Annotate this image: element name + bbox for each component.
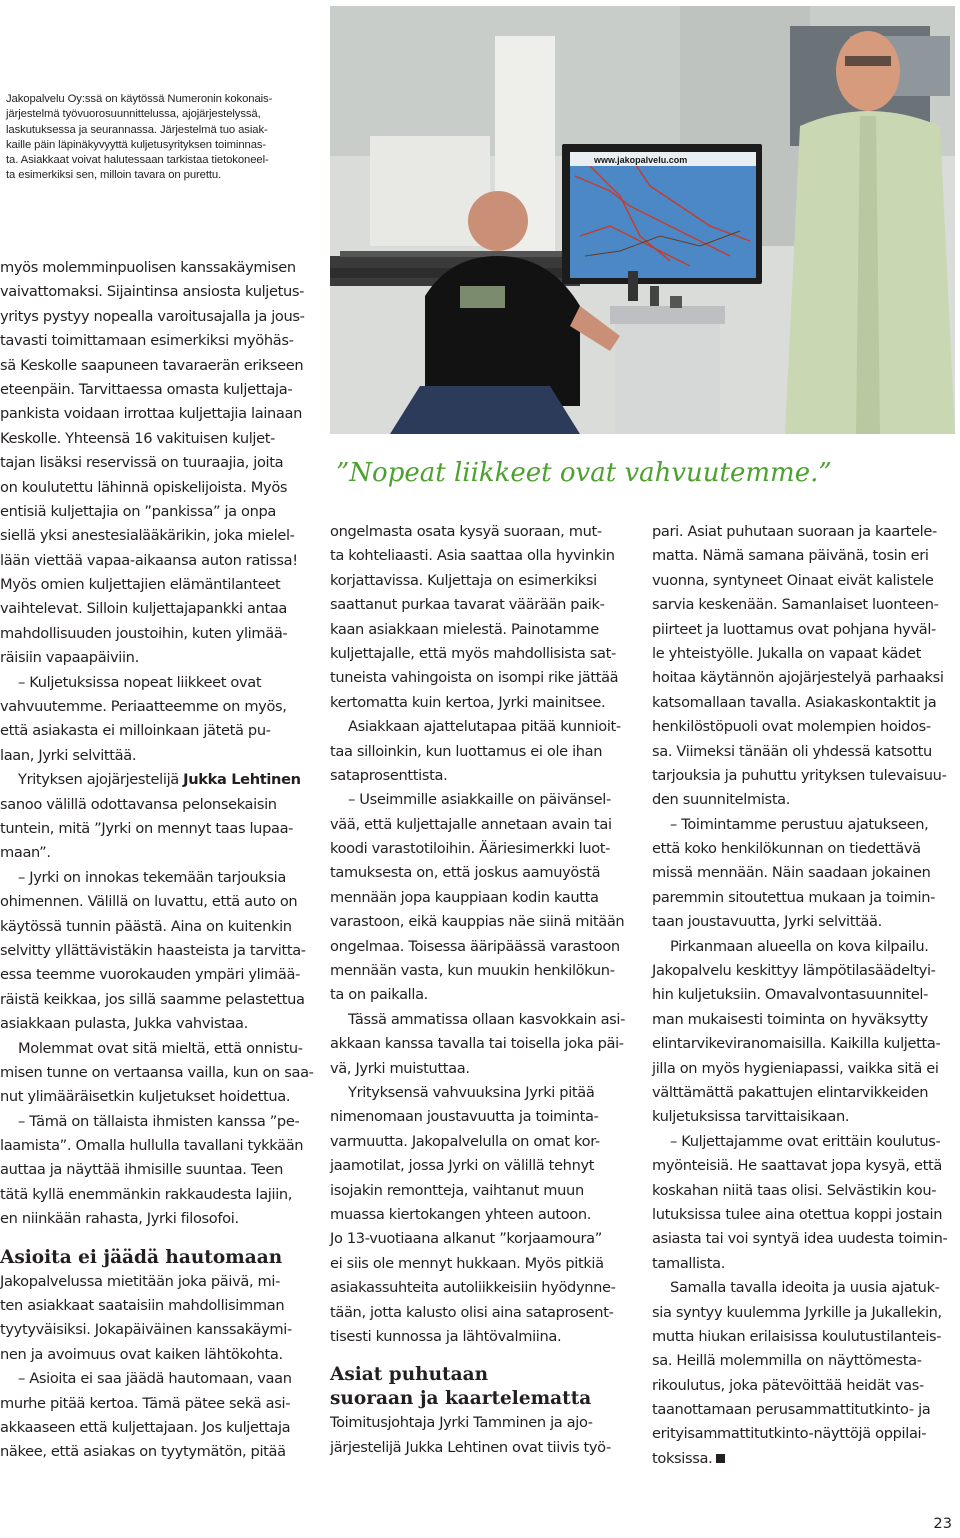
text-run: tisesti kunnossa ja lähtövalmiina. (330, 1327, 562, 1345)
text-line (330, 1436, 640, 1460)
text-line (0, 963, 318, 987)
text-line (652, 959, 952, 983)
text-run: Jakopalvelu keskittyy lämpötilasäädeltyi- (652, 962, 936, 980)
text-run: Yrityksensä vahvuuksina Jyrki pitää (348, 1083, 595, 1101)
text-line (652, 935, 952, 959)
text-line (0, 841, 318, 865)
text-run: asiakkaan pulasta, Jukka vahvistaa. (0, 1015, 248, 1033)
text-line (652, 1301, 952, 1325)
text-line (0, 1061, 318, 1085)
text-line (652, 593, 952, 617)
text-run: Keskolle. Yhteensä 16 vakituisen kuljet- (0, 429, 276, 447)
text-line (330, 1179, 640, 1203)
text-run: hoitaa käytännön ajojärjestelyä parhaaksi (652, 669, 944, 687)
text-run: akkaan kanssa tavalla tai toisella joka päi- (330, 1035, 624, 1053)
text-line (330, 691, 640, 715)
text-line (0, 1134, 318, 1158)
text-line (330, 886, 640, 910)
bold-name: Jukka Lehtinen (183, 771, 301, 789)
text-line (0, 1207, 318, 1231)
text-line (330, 1057, 640, 1081)
text-line (652, 740, 952, 764)
text-run: nut ylimääräisetkin kuljetukset hoidettua. (0, 1088, 291, 1106)
text-line (652, 1325, 952, 1349)
text-line (652, 618, 952, 642)
text-run: ei siis ole mennyt hukkaan. Myös pitkiä (330, 1254, 604, 1272)
text-run: auttaa ja näyttää ihmisille suuntaa. Teen (0, 1161, 284, 1179)
text-run: sataprosenttista. (330, 766, 448, 784)
text-line (330, 1276, 640, 1300)
text-run: Tässä ammatissa ollaan kasvokkain asi- (348, 1010, 626, 1028)
text-line (330, 983, 640, 1007)
text-run: tyytyväisiksi. Jokapäiväinen kanssakäymi- (0, 1321, 292, 1339)
text-line (0, 817, 318, 841)
text-run: tarjouksia ja puhuttu yrityksen tulevaisuu- (652, 766, 947, 784)
text-run: käytössä tunnin päästä. Aina on kuitenkin (0, 917, 292, 935)
text-run: tuneista vahingoista on isompi rike jättää (330, 669, 619, 687)
text-run: murhe pitää kertoa. Tämä pätee sekä asi- (0, 1394, 291, 1412)
text-run: on koulutettu lähinnä opiskelijoista. Myös (0, 478, 288, 496)
text-line (0, 378, 318, 402)
text-line (0, 500, 318, 524)
text-line (0, 939, 318, 963)
text-run: – Tämä on tällaista ihmisten kanssa ”pe- (18, 1112, 300, 1130)
text-line (330, 1203, 640, 1227)
text-line (652, 1057, 952, 1081)
text-run: ongelmasta osata kysyä suoraan, mut- (330, 523, 602, 540)
text-run: kertomatta kuin kertoa, Jyrki mainitsee. (330, 693, 606, 711)
text-run: maan”. (0, 844, 51, 862)
text-run: räistä keikkaa, jos sillä saamme pelastettua (0, 990, 305, 1008)
text-run: saattanut purkaa tavarat väärään paik- (330, 596, 605, 614)
text-run: kaan asiakkaan mielestä. Painotamme (330, 620, 599, 638)
text-line (330, 959, 640, 983)
text-run: pankista voidaan irrottaa kuljettajia lainaan (0, 405, 303, 423)
text-run: välttämättä pakattujen elintarvikkeiden (652, 1083, 929, 1101)
text-line (0, 573, 318, 597)
text-line (330, 1105, 640, 1129)
text-line (0, 1367, 318, 1391)
text-run: en niinkään rahasta, Jyrki filosofoi. (0, 1210, 239, 1228)
text-line (652, 520, 952, 544)
text-line (0, 719, 318, 743)
text-line (652, 983, 952, 1007)
text-line (652, 691, 952, 715)
text-line (652, 1374, 952, 1398)
section-heading: Asioita ei jäädä hautomaan (0, 1246, 283, 1268)
text-line (652, 715, 952, 739)
text-run: missä mennään. Näin saadaan jokainen (652, 864, 931, 882)
text-run: erityisammattitutkinto-näyttöjä oppilai- (652, 1425, 927, 1443)
text-run: lutuksissa tulee aina otettua koppi jostain (652, 1205, 943, 1223)
caption-line: laskutuksessa ja seurannassa. Järjestelmä tuo asiak- (6, 123, 268, 136)
text-line (652, 1032, 952, 1056)
section-spacer (0, 1232, 318, 1246)
text-line (0, 256, 318, 280)
text-run: tajan lisäksi reservissä on tuuraajia, joita (0, 454, 284, 472)
text-run: taanottamaan perusammattitutkinto- ja (652, 1401, 931, 1419)
section-spacer (330, 1349, 640, 1363)
text-line (0, 402, 318, 426)
text-line (330, 813, 640, 837)
text-line (652, 1130, 952, 1154)
text-run: korjattavissa. Kuljettaja on esimerkiksi (330, 571, 597, 589)
text-run: että koko henkilökunnan on tiedettävä (652, 840, 921, 858)
text-run: vahvuutemme. Periaatteemme on myös, (0, 698, 287, 716)
text-line (0, 280, 318, 304)
monitor-map (562, 144, 762, 284)
text-line (330, 642, 640, 666)
text-run: Pirkanmaan alueella on kova kilpailu. (670, 937, 929, 955)
text-line (0, 354, 318, 378)
text-run: asiasta tai voi syntyä idea uudesta toimin- (652, 1230, 948, 1248)
caption-line: järjestelmä työvuorosuunnittelussa, ajojärjestelyssä, (6, 108, 261, 121)
text-line (330, 593, 640, 617)
text-line (0, 988, 318, 1012)
text-line (652, 886, 952, 910)
text-line (0, 1270, 318, 1294)
text-line (0, 1440, 318, 1464)
section-heading: Asiat puhutaan (330, 1364, 489, 1386)
text-run: myös molemminpuolisen kanssakäymisen (0, 259, 296, 276)
text-line (0, 744, 318, 768)
text-line (0, 1343, 318, 1367)
text-line (652, 1105, 952, 1129)
text-run: akkaaseen että kuljettajaan. Jos kuljettaja (0, 1418, 291, 1436)
text-line (0, 427, 318, 451)
text-run: varastoon, eikä kauppias näe siinä mitään (330, 913, 625, 931)
text-line (330, 520, 640, 544)
caption-line: ta esimerkiksi sen, milloin tavara on purettu. (6, 169, 222, 182)
monitor-url-text: www.jakopalvelu.com (594, 155, 688, 165)
text-line (330, 1301, 640, 1325)
text-run: mutta hiukan erilaisissa koulutustilanteis- (652, 1327, 942, 1345)
text-line (330, 764, 640, 788)
text-run: – Toimintamme perustuu ajatukseen, (670, 815, 929, 833)
text-run: sä Keskolle saapuneen tavaraerän erikseen (0, 356, 304, 374)
text-run: rikoulutus, joka pätevöittää heidät vas- (652, 1376, 924, 1394)
caption-line: Jakopalvelu Oy:ssä on käytössä Numeronin kokonais- (6, 93, 273, 105)
text-line (330, 740, 640, 764)
text-line (0, 671, 318, 695)
text-run: ta kohteliaasti. Asia saattaa olla hyvinkin (330, 547, 615, 565)
text-run: – Jyrki on innokas tekemään tarjouksia (18, 868, 286, 886)
text-line (330, 1154, 640, 1178)
text-run: pari. Asiat puhutaan suoraan ja kaartele- (652, 523, 937, 540)
text-run: hin kuljetuksiin. Omavalvontasuunnitel- (652, 986, 928, 1004)
text-line (652, 1447, 952, 1471)
text-run: järjestelijä Jukka Lehtinen ovat tiivis työ- (330, 1438, 611, 1456)
text-line (0, 1110, 318, 1134)
text-run: Jakopalvelussa mietitään joka päivä, mi- (0, 1272, 281, 1290)
text-line (0, 1416, 318, 1440)
text-run: man mukaisesti toiminta on hyväksytty (652, 1010, 928, 1028)
text-run: vä, Jyrki muistuttaa. (330, 1059, 470, 1077)
text-line (330, 1252, 640, 1276)
text-run: ten asiakkaat saataisiin mahdollisimman (0, 1297, 285, 1315)
text-run: – Kuljettajamme ovat erittäin koulutus- (670, 1132, 941, 1150)
text-line (0, 305, 318, 329)
text-line (652, 1398, 952, 1422)
photo-caption (6, 92, 320, 184)
text-run: koskahan niitä taas olisi. Selvästikin kou- (652, 1181, 937, 1199)
text-run: den suunnitelmista. (652, 791, 791, 809)
text-run: asiakassuhteita autoliikkeisiin hyödynne- (330, 1279, 616, 1297)
text-line (330, 837, 640, 861)
article-column-1 (0, 256, 318, 1465)
section-heading: suoraan ja kaartelematta (330, 1388, 592, 1410)
text-run: selvitty yllättävistäkin haasteista ja tarvitta- (0, 941, 306, 959)
text-run: – Asioita ei saa jäädä hautomaan, vaan (18, 1370, 292, 1388)
text-run: nen ja avoimuus ovat kaiken lähtökohta. (0, 1345, 283, 1363)
text-run: vää, että kuljettajalle annetaan avain tai (330, 815, 612, 833)
text-line (652, 1227, 952, 1251)
text-run: paremmin sitoutettua mukaan ja toimin- (652, 888, 936, 906)
text-line (652, 1179, 952, 1203)
text-line (652, 569, 952, 593)
text-run: – Kuljetuksissa nopeat liikkeet ovat (18, 673, 262, 691)
text-run: entisiä kuljettajia on ”pankissa” ja onpa (0, 502, 277, 520)
text-run: mennään vasta, kun muukin henkilökun- (330, 962, 615, 980)
text-line (0, 597, 318, 621)
text-line (330, 544, 640, 568)
text-line (652, 1252, 952, 1276)
text-line (652, 788, 952, 812)
text-run: Samalla tavalla ideoita ja uusia ajatuk- (670, 1279, 940, 1297)
text-run: tavasti toimittamaan esimerkiksi myöhäs- (0, 332, 294, 350)
text-run: ta on paikalla. (330, 986, 428, 1004)
text-line (0, 549, 318, 573)
caption-line: ta. Asiakkaat voivat halutessaan tarkistaa tietokoneel- (6, 154, 269, 167)
text-line (330, 935, 640, 959)
text-line (0, 1392, 318, 1416)
text-line (330, 715, 640, 739)
text-run: elintarvikeviranomaisilla. Kaikilla kuljetta- (652, 1035, 941, 1053)
text-run: vuonna, syntyneet Oinaat eivät kalistele (652, 571, 934, 589)
text-run: katsomallaan tavalla. Asiakaskontaktit ja (652, 693, 937, 711)
text-run: ohimennen. Välillä on luvattu, että auto on (0, 893, 298, 911)
text-line (652, 1349, 952, 1373)
text-run: kuljetuksissa tarvittaisikaan. (652, 1108, 850, 1126)
text-run: mahdollisuuden joustoihin, kuten ylimää- (0, 624, 288, 642)
text-line (330, 666, 640, 690)
text-run: että asiakasta ei milloinkaan jätetä pu- (0, 722, 271, 740)
text-run: toksissa. (652, 1449, 713, 1467)
text-run: kuljettajalle, että myös mahdollisista sat- (330, 644, 616, 662)
text-run: piirteet ja luottamus ovat pohjana hyväl- (652, 620, 936, 638)
text-run: tamuksesta on, että joskus aamuyöstä (330, 864, 601, 882)
text-line (0, 768, 318, 792)
text-run: myönteisiä. He saattavat jopa kysyä, että (652, 1157, 942, 1175)
text-line (330, 788, 640, 812)
text-run: eteenpäin. Tarvittaessa omasta kuljettaja- (0, 380, 293, 398)
text-run: räisiin vapaapäiviin. (0, 649, 139, 667)
text-line (652, 666, 952, 690)
text-line (330, 1130, 640, 1154)
text-run: nimenomaan joustavuutta ja toiminta- (330, 1108, 599, 1126)
text-line (0, 451, 318, 475)
text-line (0, 695, 318, 719)
text-line (652, 910, 952, 934)
text-line (652, 861, 952, 885)
text-line (652, 544, 952, 568)
text-line (0, 793, 318, 817)
text-line (330, 1325, 640, 1349)
text-line (0, 1294, 318, 1318)
text-run: tamallista. (652, 1254, 726, 1272)
text-run: isojakin remontteja, vaihtanut muun (330, 1181, 584, 1199)
article-column-3 (652, 520, 952, 1471)
text-run: misen tunne on vertaansa vailla, kun on saa- (0, 1063, 314, 1081)
text-run: tuntein, mitä ”Jyrki on mennyt taas lupaa- (0, 819, 294, 837)
text-run: henkilöstöpuoli ovat molempien hoidos- (652, 718, 931, 736)
text-run: mennään jopa kauppiaan kodin kautta (330, 888, 599, 906)
text-run: sa. Viimeksi tänään oli yhdessä katsottu (652, 742, 932, 760)
text-run: Myös omien kuljettajien elämäntilanteet (0, 576, 281, 594)
text-line (652, 1422, 952, 1446)
text-line (330, 618, 640, 642)
text-line (0, 646, 318, 670)
text-line (652, 1154, 952, 1178)
text-run: yritys pystyy nopealla varoitusajalla ja jous- (0, 307, 305, 325)
caption-line: kaille päin läpinäkyvyyttä kuljetusyrityksen toiminnas- (6, 138, 267, 151)
text-line (0, 866, 318, 890)
text-line (652, 837, 952, 861)
article-column-2 (330, 520, 640, 1460)
text-line (330, 1032, 640, 1056)
text-run: le yhteistyölle. Jukalla on vapaat kädet (652, 644, 921, 662)
text-run: jilla on myös hygieniapassi, vaikka sitä ei (652, 1059, 939, 1077)
text-run: Molemmat ovat sitä mieltä, että onnistu- (18, 1039, 303, 1057)
text-run: essa teemme vuorokauden ympäri ylimää- (0, 966, 301, 984)
text-line (330, 569, 640, 593)
text-line (330, 1227, 640, 1251)
text-run: Jo 13-vuotiaana alkanut ”korjaamoura” (330, 1230, 602, 1248)
pull-quote: ”Nopeat liikkeet ovat vahvuutemme.” (336, 458, 832, 488)
text-run: sarvia keskenään. Samanlaiset luonteen- (652, 596, 939, 614)
text-line (652, 764, 952, 788)
text-run: jaamotilat, jossa Jyrki on välillä tehnyt (330, 1157, 595, 1175)
text-run: näkee, että asiakas on tyytymätön, pitää (0, 1443, 286, 1461)
text-line (652, 1203, 952, 1227)
text-line (652, 1081, 952, 1105)
text-line (0, 890, 318, 914)
text-line (330, 1411, 640, 1435)
text-run: vaivattomaksi. Sijaintinsa ansiosta kuljetus- (0, 283, 305, 301)
text-run: Yrityksen ajojärjestelijä (18, 771, 184, 789)
article-photo (330, 6, 955, 434)
text-run: ongelmaa. Toisessa ääripäässä varastoon (330, 937, 620, 955)
text-run: sanoo välillä odottavansa pelonsekaisin (0, 795, 277, 813)
text-line (330, 910, 640, 934)
text-line (0, 622, 318, 646)
text-run: vaihtelevat. Silloin kuljettajapankki antaa (0, 600, 288, 618)
page-number: 23 (933, 1515, 952, 1532)
text-run: matta. Nämä samana päivänä, tosin eri (652, 547, 929, 565)
text-run: – Useimmille asiakkaille on päivänsel- (348, 791, 611, 809)
text-run: siellä yksi anestesialääkärikin, joka mielel- (0, 527, 295, 545)
text-run: tätä kyllä enemmänkin rakkaudesta lajiin, (0, 1185, 293, 1203)
end-square-icon (716, 1454, 725, 1463)
text-run: sia syntyy kuulemma Jyrkille ja Jukallekin, (652, 1303, 942, 1321)
text-run: Asiakkaan ajattelutapaa pitää kunnioit- (348, 718, 621, 736)
text-line (0, 1012, 318, 1036)
text-run: laan, Jyrki selvittää. (0, 746, 137, 764)
text-line (0, 1037, 318, 1061)
text-run: muassa kiertokangen yhteen autoon. (330, 1205, 592, 1223)
text-line (0, 476, 318, 500)
text-run: taan joustavuutta, Jyrki selvittää. (652, 913, 882, 931)
text-line (0, 329, 318, 353)
text-run: lään viettää vapaa-aikaansa auton ratissa! (0, 551, 298, 569)
text-line (652, 1008, 952, 1032)
text-line (652, 813, 952, 837)
text-run: koodi varastotiloihin. Ääriesimerkki luot- (330, 840, 611, 858)
text-run: sa. Heillä molemmilla on näyttömesta- (652, 1352, 922, 1370)
text-run: taa silloinkin, kun luottamus ei ole ihan (330, 742, 603, 760)
text-run: Toimitusjohtaja Jyrki Tamminen ja ajo- (330, 1414, 593, 1432)
text-line (330, 1008, 640, 1032)
text-line (330, 1081, 640, 1105)
text-line (652, 1276, 952, 1300)
text-run: varmuutta. Jakopalvelulla on omat kor- (330, 1132, 600, 1150)
text-line (0, 524, 318, 548)
text-line (652, 642, 952, 666)
text-line (0, 915, 318, 939)
text-run: tään, jotta kalusto olisi aina sataprosent- (330, 1303, 614, 1321)
text-run: laamista”. Omalla hullulla tavallani tykkään (0, 1137, 304, 1155)
text-line (0, 1183, 318, 1207)
text-line (0, 1318, 318, 1342)
text-line (0, 1158, 318, 1182)
text-line (330, 861, 640, 885)
text-line (0, 1085, 318, 1109)
